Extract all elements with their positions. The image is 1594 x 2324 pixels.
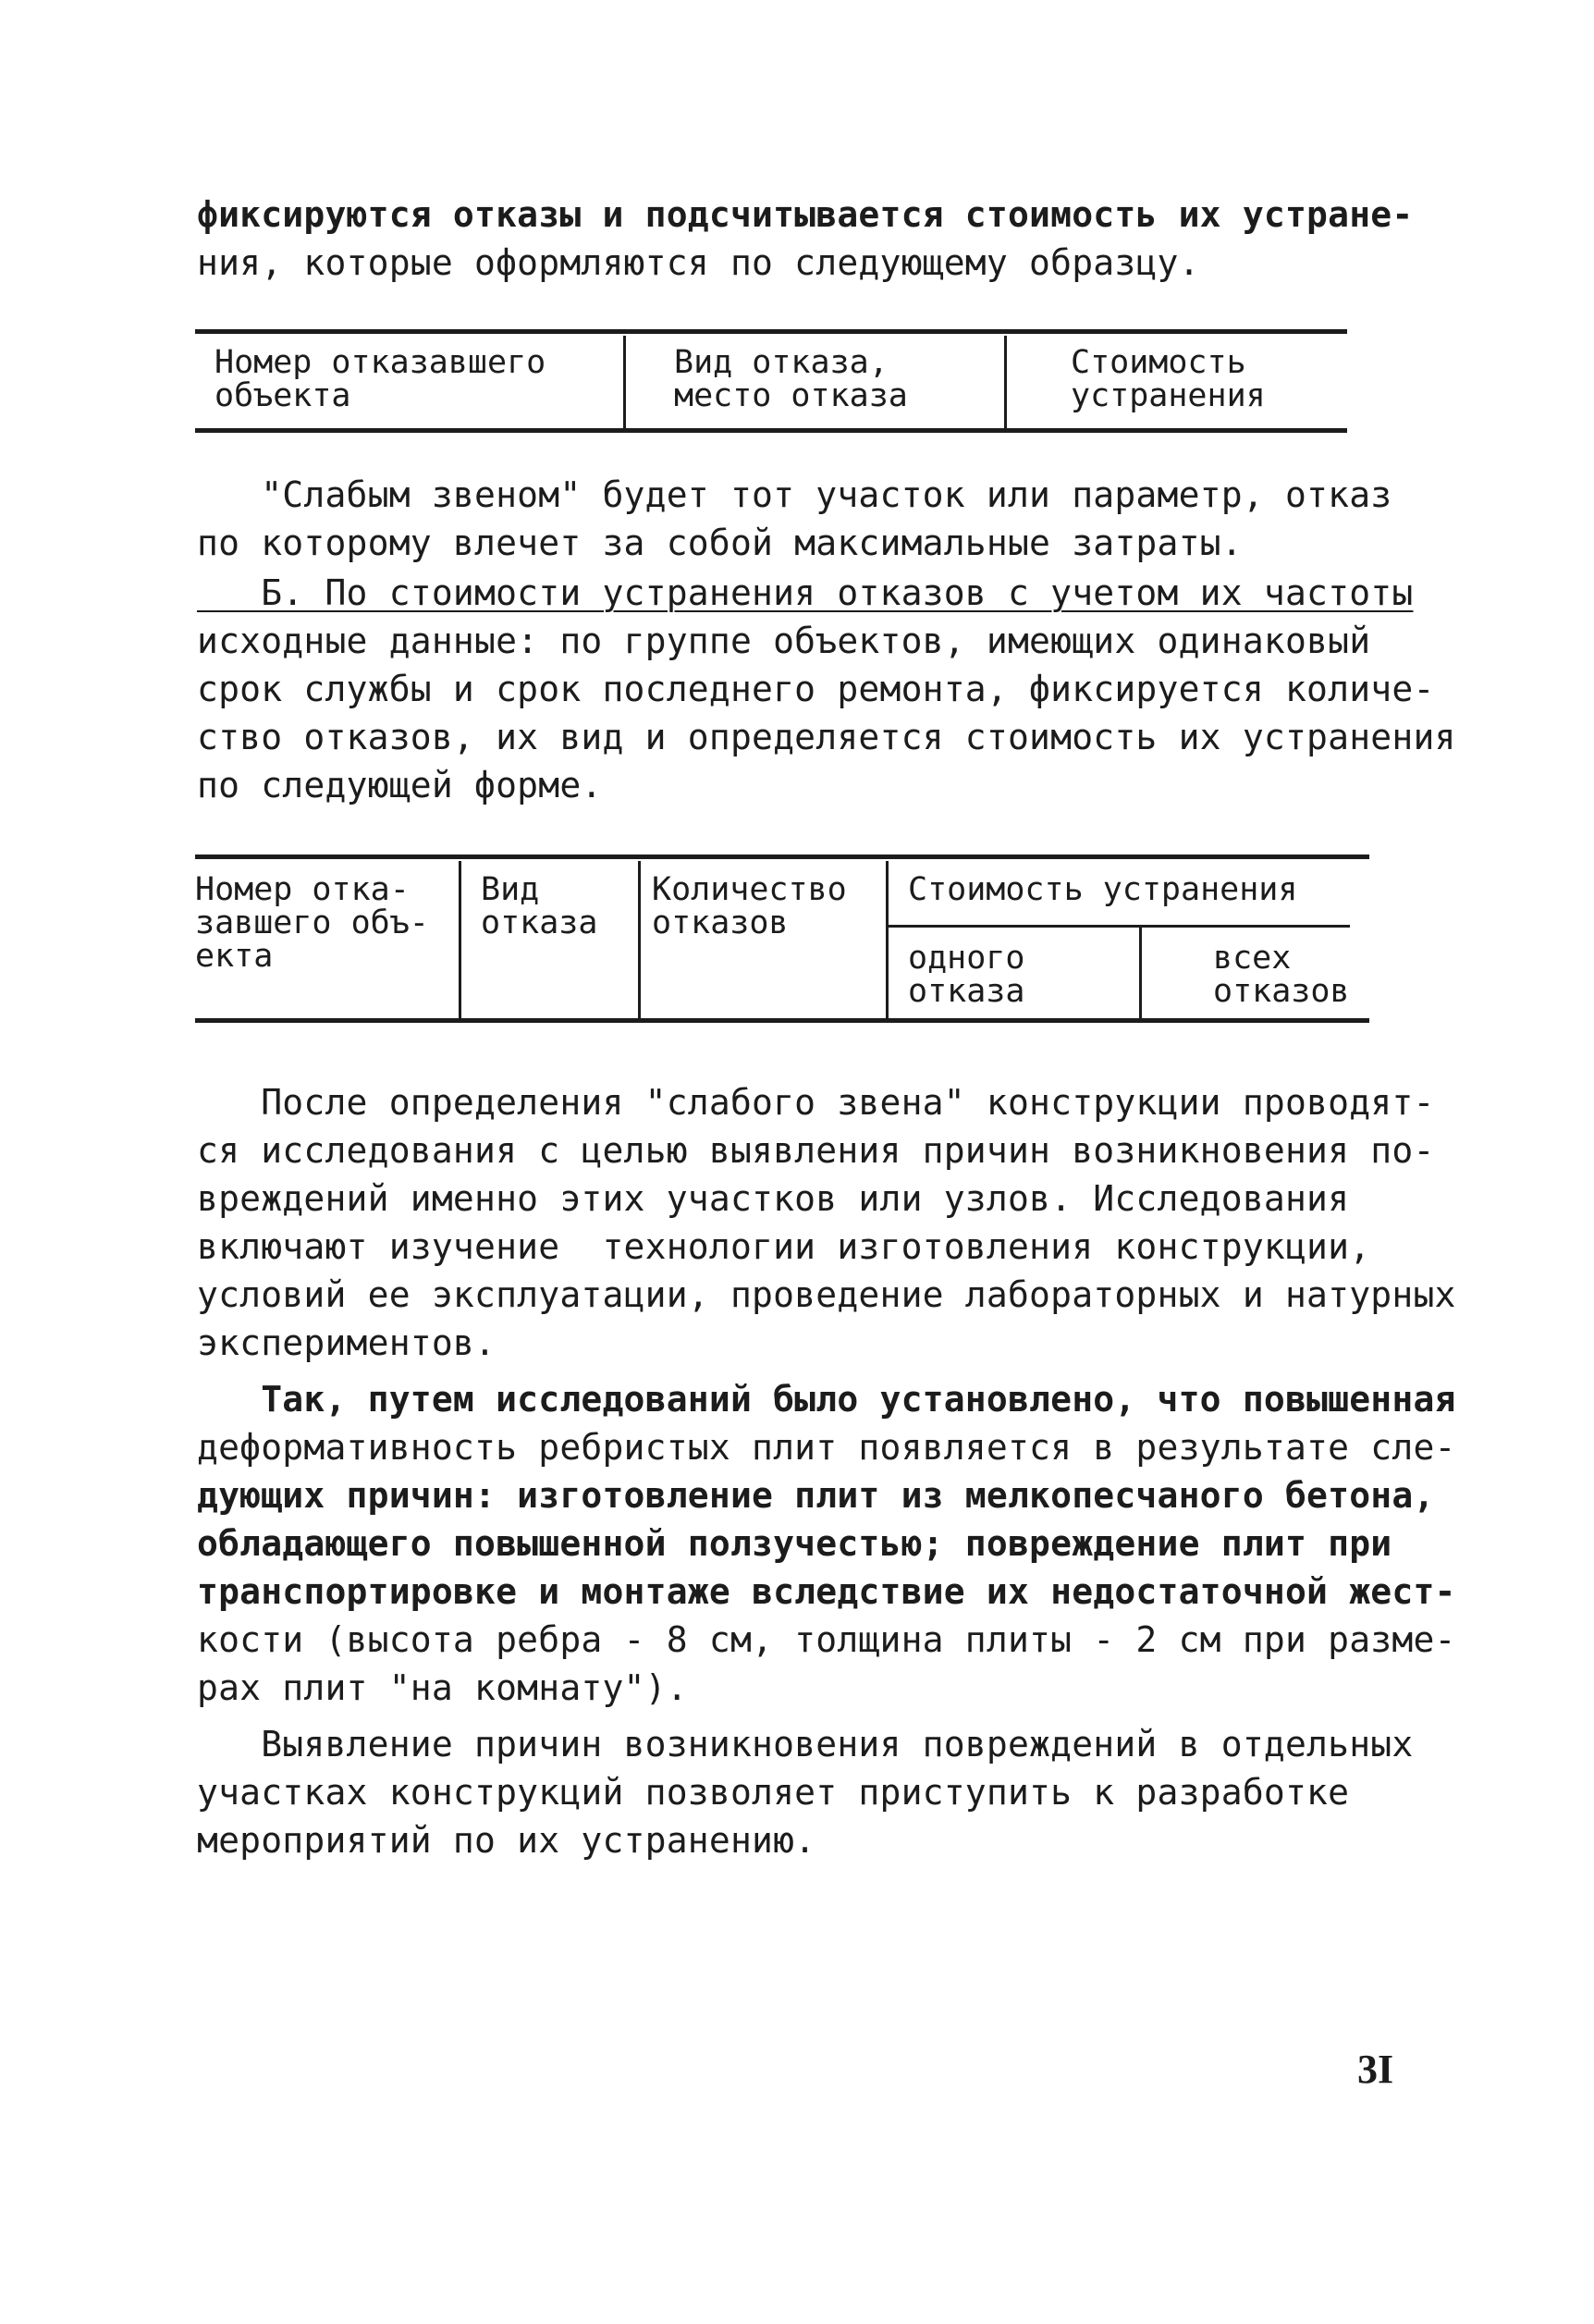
text-line: ся исследования с целью выявления причин возникновения по- [197, 1130, 1435, 1171]
text-line: срок службы и срок последнего ремонта, фиксируется количе- [197, 669, 1435, 709]
text-line: ния, которые оформляются по следующему образцу. [197, 242, 1200, 283]
text-line: по следующей форме. [197, 765, 603, 805]
text-line: исходные данные: по группе объектов, имеющих одинаковый [197, 621, 1371, 661]
table-header-failure-type: место отказа [674, 377, 908, 414]
table-column-divider [1139, 928, 1142, 1018]
table-header-failure-type: Вид отказа, [674, 344, 889, 381]
table-header-failure-type: отказа [481, 904, 598, 941]
text-line: транспортировке и монтаже вследствие их недостаточной жест- [197, 1571, 1456, 1612]
text-line: деформативность ребристых плит появляется в результате сле- [197, 1427, 1456, 1468]
table-subheader-rule [888, 925, 1350, 928]
text-line: рах плит "на комнату"). [197, 1667, 688, 1708]
table-header-cost-all: всех [1213, 940, 1292, 977]
table-header-repair-cost: устранения [1071, 377, 1266, 414]
table-header-repair-cost: Стоимость [1071, 344, 1246, 381]
text-line: фиксируются отказы и подсчитывается стоимость их устране- [197, 194, 1414, 235]
page-number: 3I [1357, 2047, 1394, 2092]
table-bottom-rule [195, 428, 1347, 433]
text-line: мероприятий по их устранению. [197, 1820, 816, 1861]
table-column-divider [638, 861, 641, 1018]
table-header-object-number: Номер отка- [195, 871, 410, 908]
table-header-failure-type: Вид [481, 871, 540, 908]
section-heading: Б. По стоимости устранения отказов с учетом их частоты [197, 572, 1414, 613]
table-column-divider [459, 861, 461, 1018]
table-header-object-number: Номер отказавшего [215, 344, 546, 381]
text-line: экспериментов. [197, 1322, 497, 1363]
table-column-divider [1004, 336, 1007, 428]
text-line: ство отказов, их вид и определяется стоимость их устранения [197, 717, 1456, 757]
table-header-cost-single: одного [908, 940, 1025, 977]
table-header-object-number: екта [195, 938, 274, 975]
table-header-repair-cost: Стоимость устранения [908, 871, 1298, 908]
text-line: кости (высота ребра - 8 см, толщина плиты - 2 см при разме- [197, 1619, 1456, 1660]
table-column-divider [623, 336, 626, 428]
table-header-object-number: завшего объ- [195, 904, 429, 941]
table-bottom-rule [195, 1018, 1369, 1023]
table-header-failure-count: Количество [652, 871, 847, 908]
text-line: дующих причин: изготовление плит из мелкопесчаного бетона, [197, 1475, 1435, 1516]
text-line: Выявление причин возникновения повреждений в отдельных [197, 1724, 1414, 1765]
table-top-rule [195, 329, 1347, 334]
text-line: условий ее эксплуатации, проведение лабораторных и натурных [197, 1274, 1456, 1315]
table-header-cost-single: отказа [908, 973, 1025, 1010]
text-line: по которому влечет за собой максимальные затраты. [197, 523, 1243, 563]
text-line: обладающего повышенной ползучестью; повреждение плит при [197, 1523, 1392, 1564]
table-header-cost-all: отказов [1213, 973, 1350, 1010]
table-header-failure-count: отказов [652, 904, 789, 941]
text-line: Так, путем исследований было установлено, что повышенная [197, 1379, 1456, 1420]
text-line: включают изучение технологии изготовления конструкции, [197, 1226, 1371, 1267]
table-top-rule [195, 855, 1369, 859]
text-line: "Слабым звеном" будет тот участок или параметр, отказ [197, 474, 1392, 515]
text-line: вреждений именно этих участков или узлов. Исследования [197, 1178, 1350, 1219]
table-column-divider [886, 861, 889, 1018]
table-header-object-number: объекта [215, 377, 351, 414]
text-line: участках конструкций позволяет приступить к разработке [197, 1772, 1350, 1813]
text-line: После определения "слабого звена" конструкции проводят- [197, 1082, 1435, 1123]
